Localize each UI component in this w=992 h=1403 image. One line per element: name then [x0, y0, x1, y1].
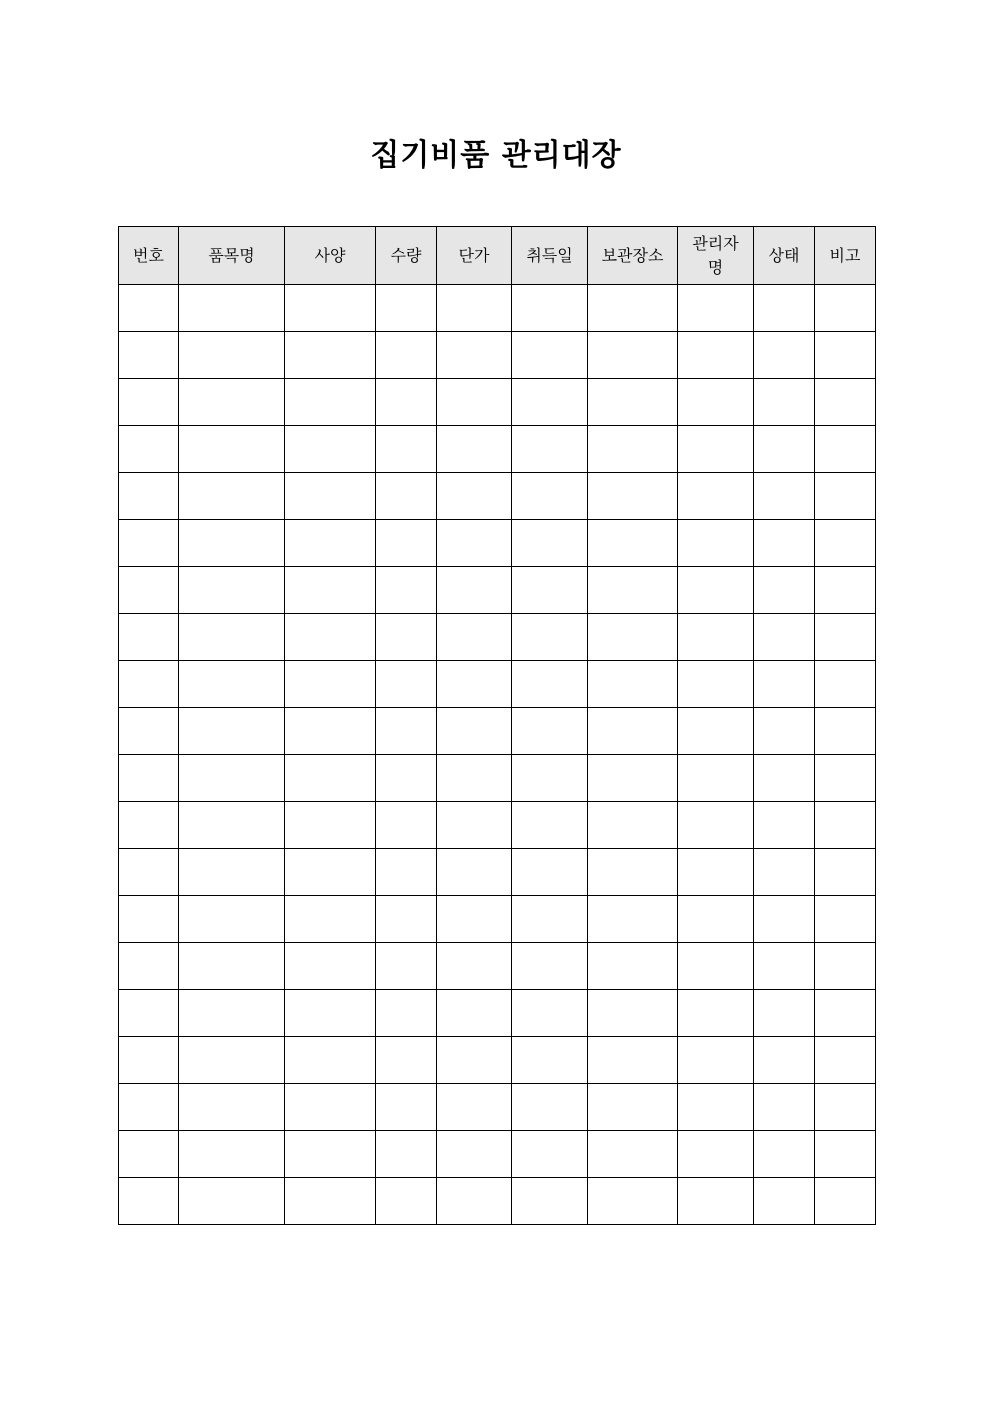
table-row: [119, 1037, 876, 1084]
header-spec: [285, 227, 376, 285]
header-storage-location-label: 보관장소: [601, 245, 664, 265]
cell-unit-price[interactable]: [437, 943, 512, 990]
cell-quantity[interactable]: [376, 802, 437, 849]
cell-acquired-date[interactable]: [512, 755, 588, 802]
cell-item-name[interactable]: [179, 285, 285, 332]
cell-quantity[interactable]: [376, 708, 437, 755]
cell-spec[interactable]: [285, 614, 376, 661]
cell-unit-price[interactable]: [437, 708, 512, 755]
cell-quantity[interactable]: [376, 755, 437, 802]
cell-manager-name[interactable]: [678, 755, 754, 802]
header-quantity: [376, 227, 437, 285]
cell-manager-name[interactable]: [678, 426, 754, 473]
cell-spec[interactable]: [285, 990, 376, 1037]
cell-acquired-date[interactable]: [512, 896, 588, 943]
cell-spec[interactable]: [285, 755, 376, 802]
cell-unit-price[interactable]: [437, 1037, 512, 1084]
table-row: [119, 755, 876, 802]
cell-number[interactable]: [119, 1131, 179, 1178]
cell-unit-price[interactable]: [437, 1178, 512, 1225]
table-row: [119, 1084, 876, 1131]
cell-item-name[interactable]: [179, 802, 285, 849]
cell-remarks[interactable]: [815, 755, 876, 802]
cell-manager-name[interactable]: [678, 379, 754, 426]
cell-spec[interactable]: [285, 661, 376, 708]
cell-number[interactable]: [119, 1178, 179, 1225]
cell-manager-name[interactable]: [678, 1131, 754, 1178]
ledger-body: [119, 285, 876, 1225]
cell-item-name[interactable]: [179, 473, 285, 520]
table-row: [119, 1178, 876, 1225]
cell-spec[interactable]: [285, 426, 376, 473]
table-row: [119, 849, 876, 896]
cell-unit-price[interactable]: [437, 1084, 512, 1131]
cell-unit-price[interactable]: [437, 896, 512, 943]
cell-unit-price[interactable]: [437, 426, 512, 473]
cell-acquired-date[interactable]: [512, 567, 588, 614]
table-row: [119, 1131, 876, 1178]
cell-quantity[interactable]: [376, 520, 437, 567]
cell-item-name[interactable]: [179, 990, 285, 1037]
cell-acquired-date[interactable]: [512, 1131, 588, 1178]
cell-number[interactable]: [119, 896, 179, 943]
cell-remarks[interactable]: [815, 1178, 876, 1225]
cell-spec[interactable]: [285, 1037, 376, 1084]
cell-spec[interactable]: [285, 1178, 376, 1225]
cell-item-name[interactable]: [179, 708, 285, 755]
cell-storage-location[interactable]: [588, 426, 678, 473]
cell-number[interactable]: [119, 473, 179, 520]
cell-spec[interactable]: [285, 849, 376, 896]
cell-item-name[interactable]: [179, 520, 285, 567]
cell-status[interactable]: [754, 896, 815, 943]
header-status: [754, 227, 815, 285]
cell-remarks[interactable]: [815, 802, 876, 849]
cell-remarks[interactable]: [815, 896, 876, 943]
header-unit-price-label: 단가: [458, 245, 490, 265]
cell-status[interactable]: [754, 614, 815, 661]
cell-status[interactable]: [754, 473, 815, 520]
table-row: [119, 332, 876, 379]
cell-storage-location[interactable]: [588, 520, 678, 567]
cell-unit-price[interactable]: [437, 332, 512, 379]
cell-unit-price[interactable]: [437, 285, 512, 332]
cell-storage-location[interactable]: [588, 1084, 678, 1131]
table-row: [119, 661, 876, 708]
cell-number[interactable]: [119, 520, 179, 567]
cell-quantity[interactable]: [376, 1131, 437, 1178]
cell-unit-price[interactable]: [437, 379, 512, 426]
cell-status[interactable]: [754, 990, 815, 1037]
cell-acquired-date[interactable]: [512, 473, 588, 520]
cell-storage-location[interactable]: [588, 473, 678, 520]
document-title: 집기비품 관리대장: [370, 138, 622, 173]
table-row: [119, 285, 876, 332]
table-row: [119, 708, 876, 755]
cell-item-name[interactable]: [179, 1084, 285, 1131]
header-remarks: [815, 227, 876, 285]
header-item-name-label: 품목명: [208, 245, 255, 265]
cell-status[interactable]: [754, 1084, 815, 1131]
cell-storage-location[interactable]: [588, 755, 678, 802]
cell-quantity[interactable]: [376, 1178, 437, 1225]
cell-acquired-date[interactable]: [512, 943, 588, 990]
header-manager-name-label: 관리자명: [692, 233, 739, 277]
cell-storage-location[interactable]: [588, 332, 678, 379]
cell-spec[interactable]: [285, 1084, 376, 1131]
cell-remarks[interactable]: [815, 426, 876, 473]
cell-item-name[interactable]: [179, 849, 285, 896]
cell-quantity[interactable]: [376, 849, 437, 896]
cell-storage-location[interactable]: [588, 943, 678, 990]
cell-quantity[interactable]: [376, 426, 437, 473]
cell-acquired-date[interactable]: [512, 332, 588, 379]
cell-item-name[interactable]: [179, 426, 285, 473]
cell-remarks[interactable]: [815, 661, 876, 708]
table-row: [119, 567, 876, 614]
cell-remarks[interactable]: [815, 614, 876, 661]
cell-manager-name[interactable]: [678, 849, 754, 896]
cell-number[interactable]: [119, 614, 179, 661]
cell-number[interactable]: [119, 943, 179, 990]
header-acquired-date-label: 취득일: [526, 245, 573, 265]
table-row: [119, 379, 876, 426]
cell-remarks[interactable]: [815, 567, 876, 614]
cell-acquired-date[interactable]: [512, 520, 588, 567]
cell-remarks[interactable]: [815, 943, 876, 990]
cell-storage-location[interactable]: [588, 379, 678, 426]
cell-manager-name[interactable]: [678, 802, 754, 849]
fixtures-ledger-table: [118, 226, 876, 1225]
cell-quantity[interactable]: [376, 332, 437, 379]
cell-unit-price[interactable]: [437, 802, 512, 849]
cell-remarks[interactable]: [815, 849, 876, 896]
cell-acquired-date[interactable]: [512, 849, 588, 896]
cell-number[interactable]: [119, 567, 179, 614]
cell-quantity[interactable]: [376, 614, 437, 661]
cell-spec[interactable]: [285, 1131, 376, 1178]
header-acquired-date: [512, 227, 588, 285]
cell-item-name[interactable]: [179, 1131, 285, 1178]
cell-acquired-date[interactable]: [512, 708, 588, 755]
cell-number[interactable]: [119, 332, 179, 379]
cell-spec[interactable]: [285, 943, 376, 990]
cell-item-name[interactable]: [179, 379, 285, 426]
cell-item-name[interactable]: [179, 943, 285, 990]
cell-status[interactable]: [754, 1178, 815, 1225]
cell-spec[interactable]: [285, 332, 376, 379]
header-status-label: 상태: [768, 245, 800, 265]
cell-status[interactable]: [754, 520, 815, 567]
cell-quantity[interactable]: [376, 896, 437, 943]
table-row: [119, 802, 876, 849]
cell-status[interactable]: [754, 943, 815, 990]
cell-status[interactable]: [754, 332, 815, 379]
cell-remarks[interactable]: [815, 708, 876, 755]
cell-item-name[interactable]: [179, 1178, 285, 1225]
cell-spec[interactable]: [285, 708, 376, 755]
cell-quantity[interactable]: [376, 285, 437, 332]
cell-spec[interactable]: [285, 567, 376, 614]
cell-status[interactable]: [754, 1037, 815, 1084]
cell-manager-name[interactable]: [678, 708, 754, 755]
table-row: [119, 473, 876, 520]
cell-storage-location[interactable]: [588, 285, 678, 332]
cell-manager-name[interactable]: [678, 520, 754, 567]
cell-acquired-date[interactable]: [512, 285, 588, 332]
cell-unit-price[interactable]: [437, 849, 512, 896]
cell-remarks[interactable]: [815, 520, 876, 567]
cell-storage-location[interactable]: [588, 802, 678, 849]
table-row: [119, 614, 876, 661]
cell-storage-location[interactable]: [588, 896, 678, 943]
cell-manager-name[interactable]: [678, 473, 754, 520]
cell-acquired-date[interactable]: [512, 1037, 588, 1084]
cell-remarks[interactable]: [815, 473, 876, 520]
cell-status[interactable]: [754, 802, 815, 849]
cell-acquired-date[interactable]: [512, 379, 588, 426]
cell-storage-location[interactable]: [588, 708, 678, 755]
cell-spec[interactable]: [285, 802, 376, 849]
cell-acquired-date[interactable]: [512, 1178, 588, 1225]
table-row: [119, 426, 876, 473]
cell-acquired-date[interactable]: [512, 990, 588, 1037]
header-item-name: [179, 227, 285, 285]
cell-remarks[interactable]: [815, 1131, 876, 1178]
cell-remarks[interactable]: [815, 1037, 876, 1084]
table-row: [119, 520, 876, 567]
header-quantity-label: 수량: [390, 245, 422, 265]
cell-manager-name[interactable]: [678, 1037, 754, 1084]
cell-spec[interactable]: [285, 896, 376, 943]
header-remarks-label: 비고: [829, 245, 861, 265]
cell-remarks[interactable]: [815, 379, 876, 426]
cell-item-name[interactable]: [179, 1037, 285, 1084]
cell-quantity[interactable]: [376, 1084, 437, 1131]
cell-unit-price[interactable]: [437, 990, 512, 1037]
cell-unit-price[interactable]: [437, 473, 512, 520]
cell-quantity[interactable]: [376, 379, 437, 426]
cell-status[interactable]: [754, 661, 815, 708]
header-number-label: 번호: [133, 245, 164, 265]
cell-manager-name[interactable]: [678, 1178, 754, 1225]
cell-acquired-date[interactable]: [512, 614, 588, 661]
cell-storage-location[interactable]: [588, 1037, 678, 1084]
header-row: [119, 227, 876, 285]
cell-status[interactable]: [754, 379, 815, 426]
cell-unit-price[interactable]: [437, 661, 512, 708]
table-row: [119, 990, 876, 1037]
cell-manager-name[interactable]: [678, 990, 754, 1037]
cell-quantity[interactable]: [376, 990, 437, 1037]
table-row: [119, 896, 876, 943]
cell-number[interactable]: [119, 802, 179, 849]
cell-number[interactable]: [119, 849, 179, 896]
cell-remarks[interactable]: [815, 1084, 876, 1131]
cell-item-name[interactable]: [179, 332, 285, 379]
cell-quantity[interactable]: [376, 567, 437, 614]
cell-unit-price[interactable]: [437, 520, 512, 567]
cell-item-name[interactable]: [179, 567, 285, 614]
cell-item-name[interactable]: [179, 614, 285, 661]
cell-storage-location[interactable]: [588, 661, 678, 708]
cell-storage-location[interactable]: [588, 1178, 678, 1225]
cell-spec[interactable]: [285, 473, 376, 520]
cell-unit-price[interactable]: [437, 567, 512, 614]
cell-number[interactable]: [119, 708, 179, 755]
cell-storage-location[interactable]: [588, 567, 678, 614]
cell-number[interactable]: [119, 426, 179, 473]
header-number: [119, 227, 179, 285]
table-row: [119, 943, 876, 990]
cell-status[interactable]: [754, 285, 815, 332]
cell-manager-name[interactable]: [678, 661, 754, 708]
cell-item-name[interactable]: [179, 661, 285, 708]
cell-acquired-date[interactable]: [512, 802, 588, 849]
cell-unit-price[interactable]: [437, 755, 512, 802]
cell-spec[interactable]: [285, 520, 376, 567]
cell-remarks[interactable]: [815, 990, 876, 1037]
cell-number[interactable]: [119, 1084, 179, 1131]
cell-status[interactable]: [754, 755, 815, 802]
header-manager-name: [678, 227, 754, 285]
cell-number[interactable]: [119, 661, 179, 708]
cell-manager-name[interactable]: [678, 1084, 754, 1131]
header-unit-price: [437, 227, 512, 285]
cell-quantity[interactable]: [376, 1037, 437, 1084]
header-storage-location: [588, 227, 678, 285]
cell-storage-location[interactable]: [588, 1131, 678, 1178]
cell-number[interactable]: [119, 755, 179, 802]
cell-acquired-date[interactable]: [512, 426, 588, 473]
cell-storage-location[interactable]: [588, 990, 678, 1037]
cell-number[interactable]: [119, 1037, 179, 1084]
cell-item-name[interactable]: [179, 755, 285, 802]
cell-status[interactable]: [754, 426, 815, 473]
cell-number[interactable]: [119, 990, 179, 1037]
cell-remarks[interactable]: [815, 332, 876, 379]
cell-manager-name[interactable]: [678, 285, 754, 332]
cell-status[interactable]: [754, 567, 815, 614]
cell-number[interactable]: [119, 379, 179, 426]
cell-storage-location[interactable]: [588, 849, 678, 896]
cell-spec[interactable]: [285, 379, 376, 426]
cell-status[interactable]: [754, 1131, 815, 1178]
cell-unit-price[interactable]: [437, 614, 512, 661]
cell-manager-name[interactable]: [678, 943, 754, 990]
cell-manager-name[interactable]: [678, 614, 754, 661]
cell-quantity[interactable]: [376, 473, 437, 520]
header-spec-label: 사양: [314, 245, 346, 265]
cell-status[interactable]: [754, 708, 815, 755]
cell-manager-name[interactable]: [678, 332, 754, 379]
cell-acquired-date[interactable]: [512, 661, 588, 708]
cell-manager-name[interactable]: [678, 567, 754, 614]
cell-acquired-date[interactable]: [512, 1084, 588, 1131]
cell-spec[interactable]: [285, 285, 376, 332]
cell-quantity[interactable]: [376, 661, 437, 708]
cell-remarks[interactable]: [815, 285, 876, 332]
cell-status[interactable]: [754, 849, 815, 896]
cell-manager-name[interactable]: [678, 896, 754, 943]
cell-number[interactable]: [119, 285, 179, 332]
cell-unit-price[interactable]: [437, 1131, 512, 1178]
cell-item-name[interactable]: [179, 896, 285, 943]
cell-quantity[interactable]: [376, 943, 437, 990]
cell-storage-location[interactable]: [588, 614, 678, 661]
